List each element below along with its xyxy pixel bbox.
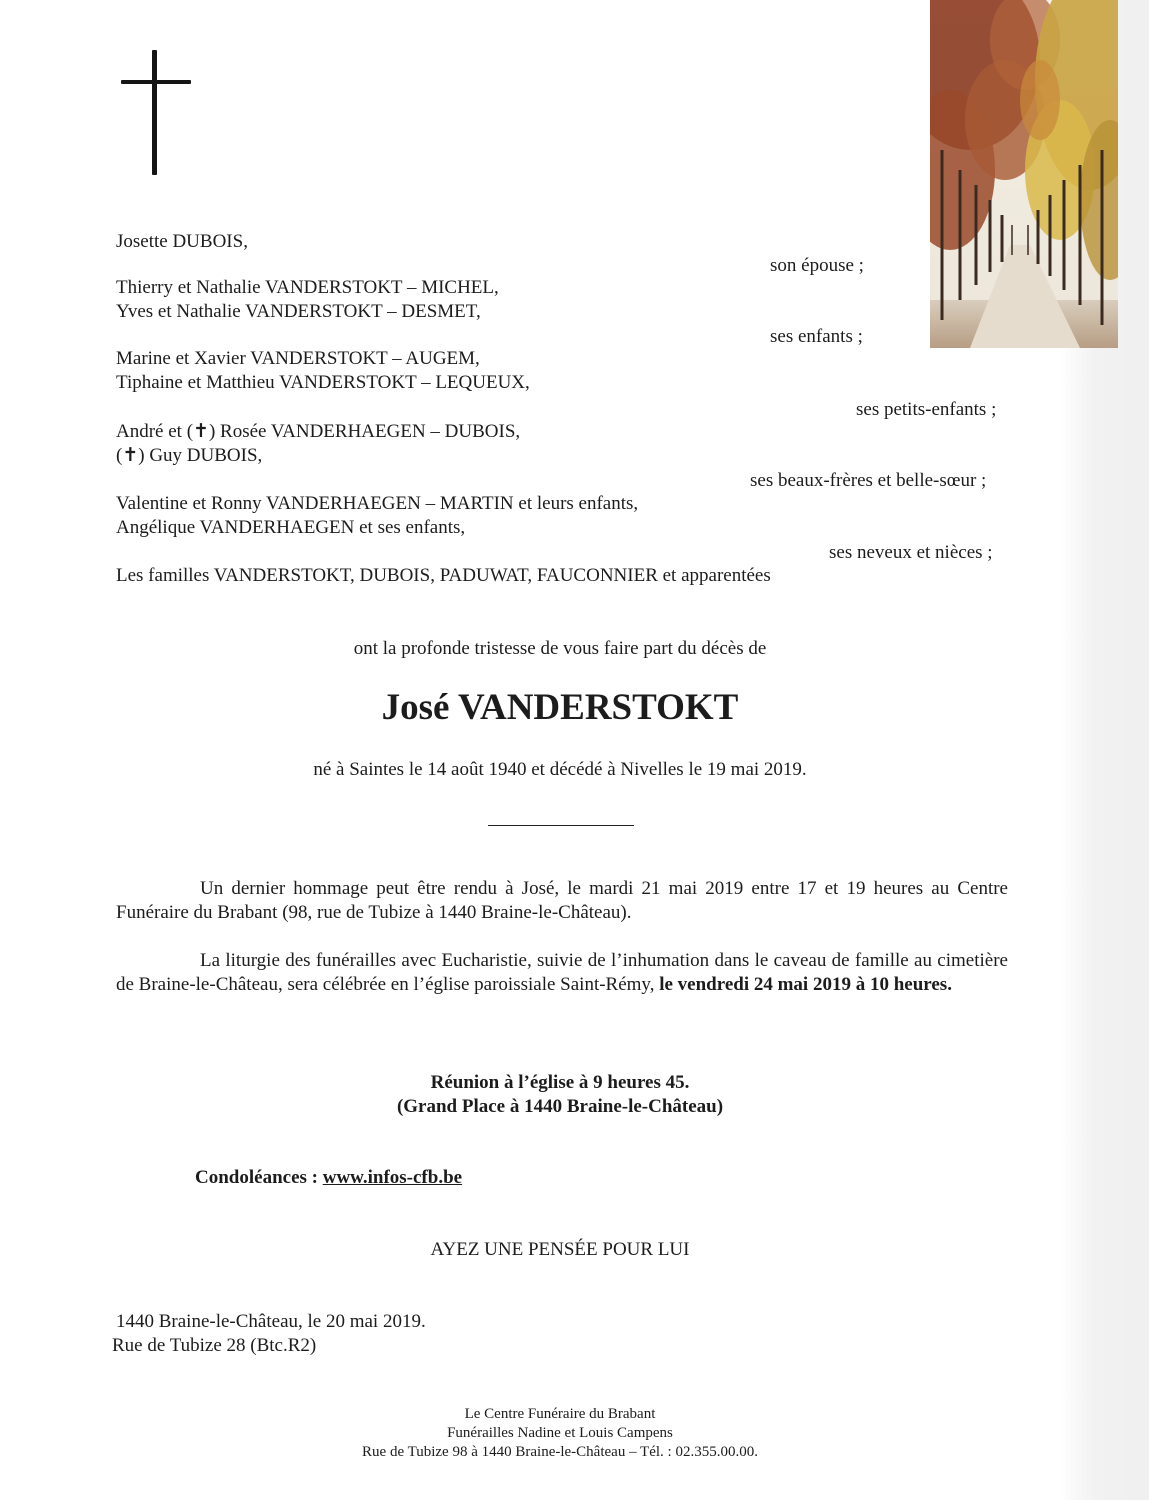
hommage-text: Un dernier hommage peut être rendu à José, le mardi 21 mai 2019 entre 17 et 19 heures au Centre Funéraire du Brabant (98, rue de Tubize à 1440 Braine-le-Château). <box>116 878 1008 923</box>
deceased-name: José VANDERSTOKT <box>381 687 739 728</box>
family-relatives: Les familles VANDERSTOKT, DUBOIS, PADUWAT, FAUCONNIER et apparentées <box>116 565 771 586</box>
relation-label-children: ses enfants ; <box>770 326 863 347</box>
reunion-block <box>300 1071 820 1119</box>
family-inlaw-1: André et (✝) Rosée VANDERHAEGEN – DUBOIS, <box>116 421 521 442</box>
family-child-2: Yves et Nathalie VANDERSTOKT – DESMET, <box>116 301 481 322</box>
condoleances-link[interactable]: www.infos-cfb.be <box>322 1167 463 1188</box>
pensee-line: AYEZ UNE PENSÉE POUR LUI <box>430 1239 690 1260</box>
relation-label-inlaws: ses beaux-frères et belle-sœur ; <box>750 470 987 491</box>
relation-label-spouse: son épouse ; <box>770 255 864 276</box>
hommage-paragraph <box>116 877 1008 925</box>
family-grandchild-1: Marine et Xavier VANDERSTOKT – AUGEM, <box>116 348 480 369</box>
liturgie-paragraph <box>116 949 1008 997</box>
reunion-place: (Grand Place à 1440 Braine-le-Château) <box>396 1096 724 1117</box>
announcement-text: ont la profonde tristesse de vous faire part du décès de <box>353 638 767 659</box>
reunion-time: Réunion à l’église à 9 heures 45. <box>430 1072 690 1093</box>
family-spouse: Josette DUBOIS, <box>116 231 248 252</box>
address-date: 1440 Braine-le-Château, le 20 mai 2019. <box>116 1311 426 1332</box>
liturgie-text: La liturgie des funérailles avec Eucharistie, suivie de l’inhumation dans le caveau de famille au cimetière de Braine-le-Château, sera célébrée en l’église paroissiale Saint-Rémy, <box>116 950 1008 995</box>
family-nephew-1: Valentine et Ronny VANDERHAEGEN – MARTIN et leurs enfants, <box>116 493 639 514</box>
condoleances-label: Condoléances : <box>195 1167 318 1188</box>
funeral-home-footer <box>300 1405 820 1462</box>
family-grandchild-2: Tiphaine et Matthieu VANDERSTOKT – LEQUEUX, <box>116 372 530 393</box>
footer-company: Le Centre Funéraire du Brabant <box>464 1406 656 1422</box>
birth-death-dates: né à Saintes le 14 août 1940 et décédé à Nivelles le 19 mai 2019. <box>313 759 807 780</box>
address-street: Rue de Tubize 28 (Btc.R2) <box>112 1335 317 1356</box>
family-child-1: Thierry et Nathalie VANDERSTOKT – MICHEL, <box>116 277 499 298</box>
footer-contact: Rue de Tubize 98 à 1440 Braine-le-Château – Tél. : 02.355.00.00. <box>362 1444 758 1460</box>
liturgie-date-time: le vendredi 24 mai 2019 à 10 heures. <box>659 974 952 995</box>
footer-names: Funérailles Nadine et Louis Campens <box>447 1425 673 1441</box>
autumn-trees-photo <box>930 0 1118 348</box>
separator-line <box>488 825 634 826</box>
family-inlaw-2: (✝) Guy DUBOIS, <box>116 445 263 466</box>
family-nephew-2: Angélique VANDERHAEGEN et ses enfants, <box>116 517 466 538</box>
condoleances-line <box>195 1166 462 1190</box>
relation-label-grandchildren: ses petits-enfants ; <box>856 399 997 420</box>
relation-label-nephews: ses neveux et nièces ; <box>829 542 993 563</box>
